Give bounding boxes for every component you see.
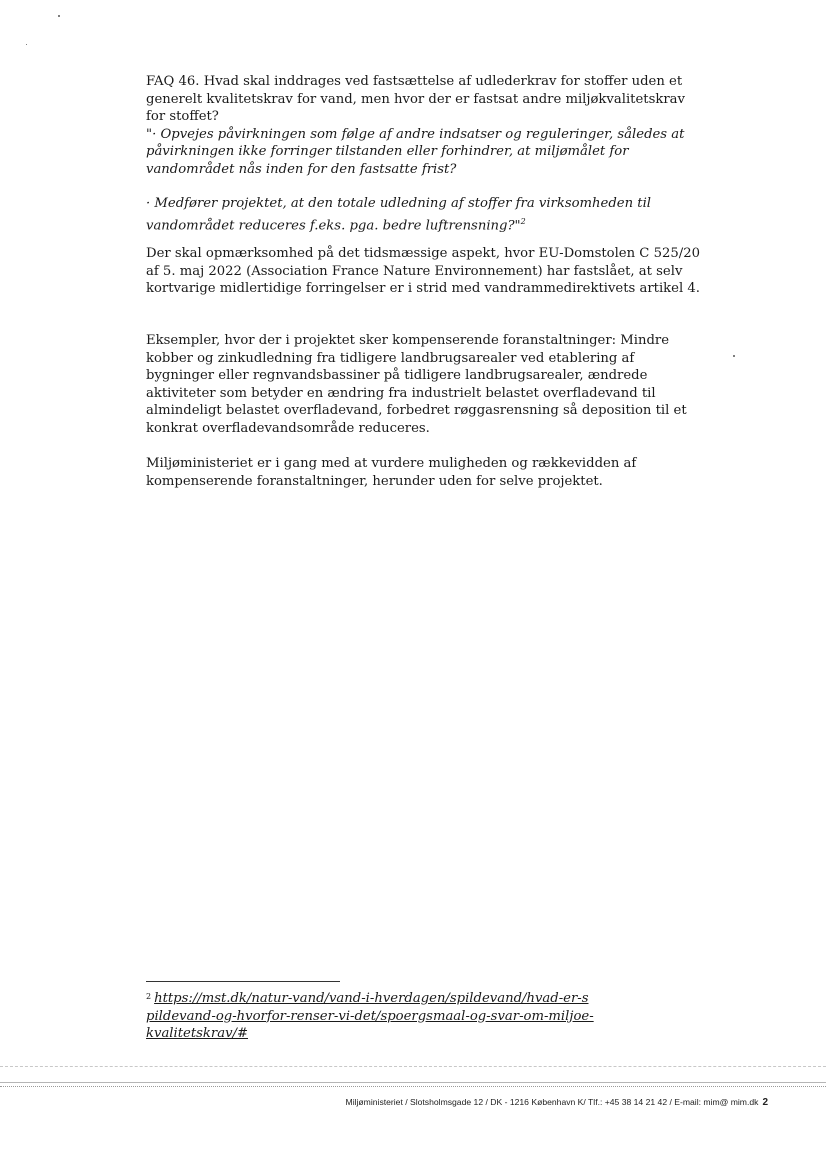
faq-quote-2-text: · Medfører projektet, at den totale udledning af stoffer fra virksomheden til vandområdet reduceres f.eks. pga. bedre luftrensning?" xyxy=(146,196,652,233)
footnote-reference: 2 xyxy=(520,216,526,226)
footer-contact: Miljøministeriet / Slotsholmsgade 12 / DK - 1216 København K/ Tlf.: +45 38 14 21 42 / E-mail: mim@ mim.dk xyxy=(345,1097,759,1107)
paragraph-text: Der skal opmærksomhed på det tidsmæssige aspekt, hvor EU-Domstolen C 525/20 af 5. maj 2022 (Association France Nature Environnement) har fastslået, at selv kortvarige midlertidige forringelser er i strid med vandrammedirektivets artikel 4. xyxy=(146,246,700,296)
scan-artifact-line xyxy=(0,1066,826,1067)
faq-quote-1: "· Opvejes påvirkningen som følge af andre indsatser og reguleringer, således at påvirkningen ikke forringer tilstanden eller forhindrer, at miljømålet for vandområdet nås inden for den fastsatte frist? xyxy=(146,126,685,177)
page-footer xyxy=(346,1097,768,1108)
paragraph-text: Miljøministeriet er i gang med at vurdere muligheden og rækkevidden af kompenserende foranstaltninger, herunder uden for selve projektet. xyxy=(146,456,637,489)
footnote-number: 2 xyxy=(146,992,152,1001)
footer-rule xyxy=(0,1082,826,1083)
footnote-separator xyxy=(146,981,340,982)
footnote xyxy=(146,988,596,1043)
scan-artifact-line xyxy=(0,1086,826,1087)
footnote-link[interactable]: https://mst.dk/natur-vand/vand-i-hverdagen/spildevand/hvad-er-spildevand-og-hvorfor-renser-vi-det/spoergsmaal-og-svar-om-miljoe-kvalitetskrav/# xyxy=(146,991,594,1041)
faq-question: FAQ 46. Hvad skal inddrages ved fastsættelse af udlederkrav for stoffer uden et generelt kvalitetskrav for vand, men hvor der er fastsat andre miljøkvalitetskrav for stoffet? xyxy=(146,74,685,124)
faq-quote-2 xyxy=(146,195,706,234)
paragraph-text: Eksempler, hvor der i projektet sker kompenserende foranstaltninger: Mindre kobber og zinkudledning fra tidligere landbrugsarealer ved etablering af bygninger eller regnvandsbassiner på tidligere landbrugsarealer, ændrede aktiviteter som betyder en ændring fra industrielt belastet overfladevand til almindeligt belastet overfladevand, forbedret røggasrensning så deposition til et konkrat overfladevandsområde reduceres. xyxy=(146,333,687,436)
scan-speck xyxy=(58,15,60,17)
paragraph-eu-court xyxy=(146,245,706,298)
scan-speck xyxy=(733,355,735,357)
paragraph-ministry xyxy=(146,455,706,490)
scan-speck xyxy=(26,44,27,45)
page-number: 2 xyxy=(762,1097,768,1108)
paragraph-examples xyxy=(146,332,706,437)
faq-section xyxy=(146,73,706,234)
